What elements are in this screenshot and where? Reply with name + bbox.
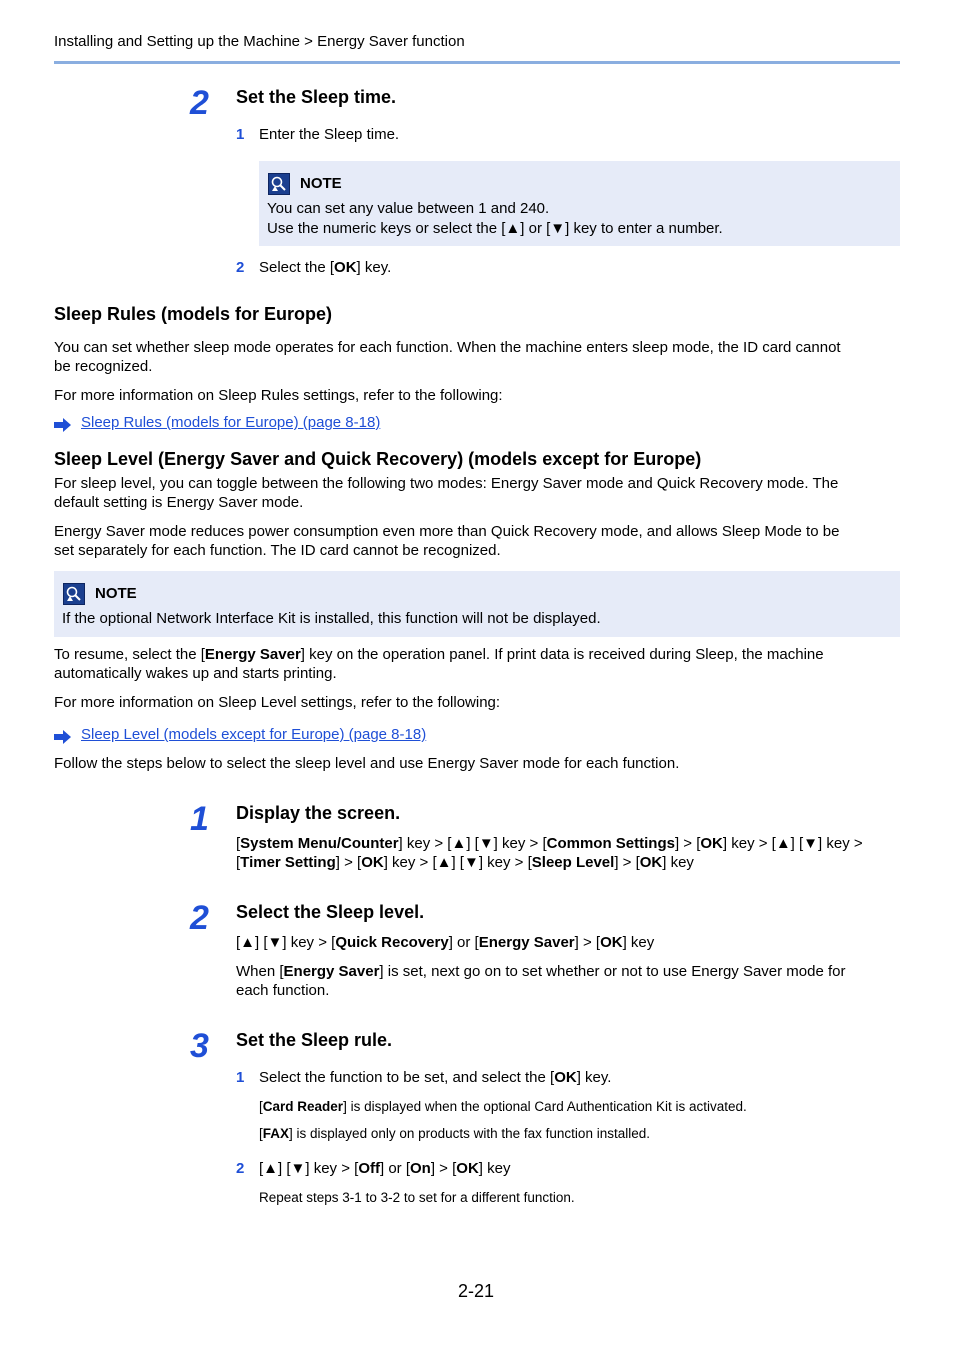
note-icon bbox=[268, 173, 290, 195]
substep-note: [FAX] is displayed only on products with the fax function installed. bbox=[259, 1126, 650, 1141]
note-title: NOTE bbox=[95, 585, 137, 602]
note-line: Use the numeric keys or select the [▲] or [▼] key to enter a number. bbox=[267, 220, 723, 237]
substep-text: Select the [OK] key. bbox=[259, 259, 392, 276]
page-number: 2-21 bbox=[458, 1281, 495, 1301]
paragraph: For more information on Sleep Rules settings, refer to the following: bbox=[54, 387, 503, 404]
link-arrow-icon bbox=[54, 418, 72, 432]
header-rule bbox=[54, 61, 900, 64]
substep-text: Enter the Sleep time. bbox=[259, 126, 400, 143]
step-number: 2 bbox=[190, 899, 209, 937]
link-sleep-level[interactable]: Sleep Level (models except for Europe) (page 8-18) bbox=[81, 726, 427, 743]
substep-number: 2 bbox=[236, 259, 245, 276]
step-number: 2 bbox=[190, 84, 209, 122]
paragraph: be recognized. bbox=[54, 358, 153, 375]
note-line: If the optional Network Interface Kit is installed, this function will not be displayed. bbox=[62, 610, 601, 627]
paragraph: Follow the steps below to select the sleep level and use Energy Saver mode for each function. bbox=[54, 755, 680, 772]
substep-note: [Card Reader] is displayed when the optional Card Authentication Kit is activated. bbox=[259, 1099, 747, 1114]
note-box bbox=[54, 571, 900, 637]
step-title: Display the screen. bbox=[236, 803, 401, 823]
link-sleep-rules[interactable]: Sleep Rules (models for Europe) (page 8-18) bbox=[81, 414, 381, 431]
section-heading: Sleep Level (Energy Saver and Quick Recovery) (models except for Europe) bbox=[54, 449, 702, 469]
note-line: You can set any value between 1 and 240. bbox=[267, 200, 550, 217]
step-number: 3 bbox=[190, 1027, 209, 1065]
step-title: Set the Sleep rule. bbox=[236, 1030, 393, 1050]
step-text: [Timer Setting] > [OK] key > [▲] [▼] key > [Sleep Level] > [OK] key bbox=[236, 854, 694, 871]
paragraph: set separately for each function. The ID card cannot be recognized. bbox=[54, 542, 501, 559]
step-title: Set the Sleep time. bbox=[236, 87, 397, 107]
substep-number: 1 bbox=[236, 1069, 245, 1086]
step-text: each function. bbox=[236, 982, 330, 999]
step-text: [System Menu/Counter] key > [▲] [▼] key > [Common Settings] > [OK] key > [▲] [▼] key > bbox=[236, 835, 863, 852]
note-icon bbox=[63, 583, 85, 605]
substep-note: Repeat steps 3-1 to 3-2 to set for a different function. bbox=[259, 1190, 575, 1205]
breadcrumb: Installing and Setting up the Machine > Energy Saver function bbox=[54, 33, 465, 50]
paragraph: You can set whether sleep mode operates for each function. When the machine enters sleep mode, the ID card cannot bbox=[54, 339, 841, 356]
step-number: 1 bbox=[190, 800, 209, 838]
paragraph: For sleep level, you can toggle between the following two modes: Energy Saver mode and Quick Recovery mode. The bbox=[54, 475, 839, 492]
step-text: When [Energy Saver] is set, next go on to set whether or not to use Energy Saver mode for bbox=[236, 963, 846, 980]
substep-text: [▲] [▼] key > [Off] or [On] > [OK] key bbox=[259, 1160, 511, 1177]
substep-number: 1 bbox=[236, 126, 245, 143]
substep-text: Select the function to be set, and select the [OK] key. bbox=[259, 1069, 612, 1086]
paragraph: default setting is Energy Saver mode. bbox=[54, 494, 304, 511]
paragraph: To resume, select the [Energy Saver] key on the operation panel. If print data is received during Sleep, the machine bbox=[54, 646, 824, 663]
note-title: NOTE bbox=[300, 175, 342, 192]
step-title: Select the Sleep level. bbox=[236, 902, 425, 922]
paragraph: For more information on Sleep Level settings, refer to the following: bbox=[54, 694, 501, 711]
substep-number: 2 bbox=[236, 1160, 245, 1177]
step-text: [▲] [▼] key > [Quick Recovery] or [Energy Saver] > [OK] key bbox=[236, 934, 655, 951]
paragraph: Energy Saver mode reduces power consumption even more than Quick Recovery mode, and allows Sleep Mode to be bbox=[54, 523, 840, 540]
section-heading: Sleep Rules (models for Europe) bbox=[54, 304, 333, 324]
link-arrow-icon bbox=[54, 730, 72, 744]
note-box bbox=[259, 161, 900, 246]
paragraph: automatically wakes up and starts printing. bbox=[54, 665, 337, 682]
